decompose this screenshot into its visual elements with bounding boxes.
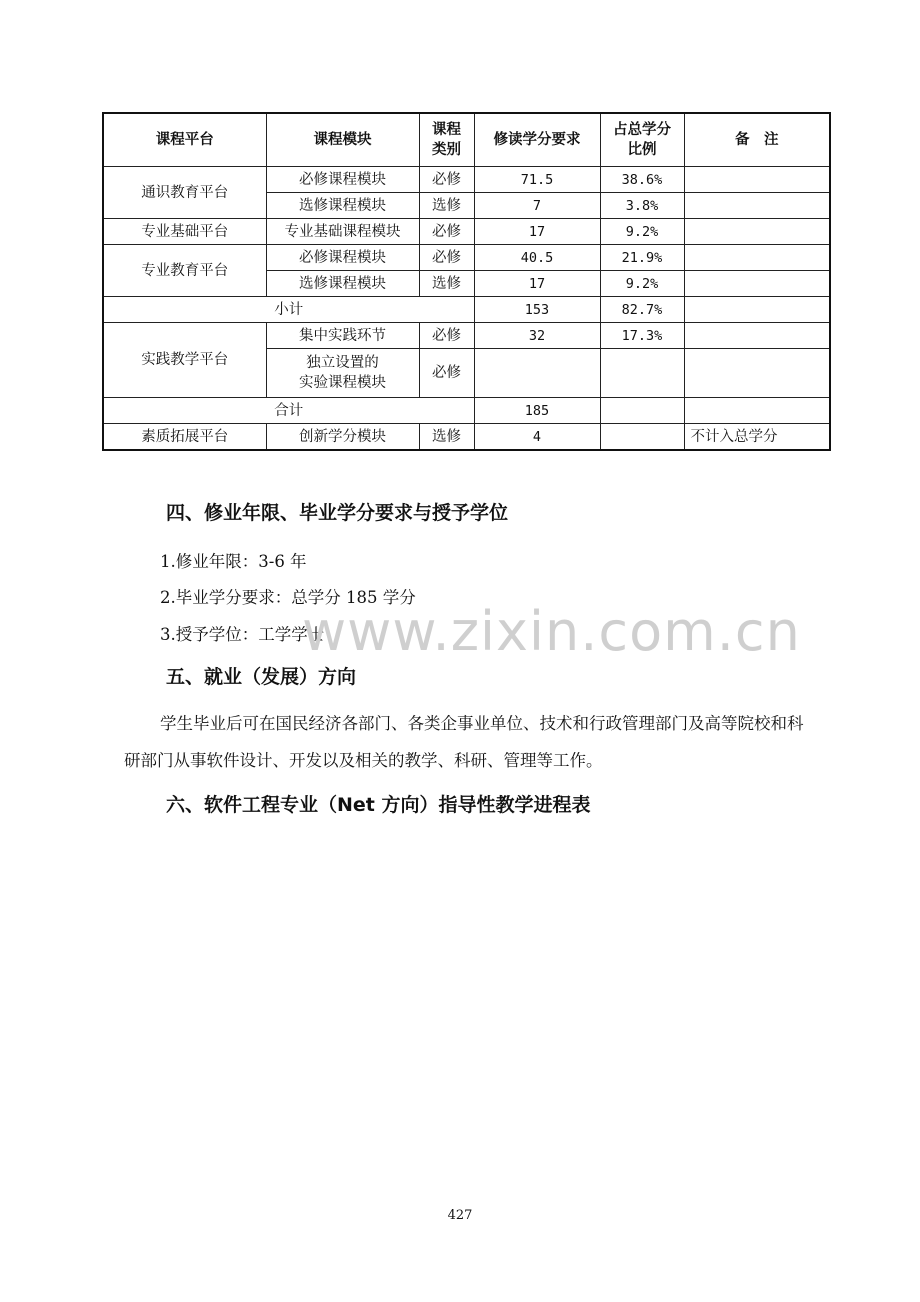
- section5-paragraph: 学生毕业后可在国民经济各部门、各类企事业单位、技术和行政管理部门及高等院校和科研部门从事软件设计、开发以及相关的教学、科研、管理等工作。: [124, 714, 804, 770]
- cell-credits: 4: [474, 424, 600, 451]
- section5-title: 五、就业（发展）方向: [166, 666, 357, 688]
- cell-module: 专业基础课程模块: [266, 219, 419, 245]
- cell-category: 必修: [419, 349, 474, 398]
- section4-item-duration: 1.修业年限：3-6 年: [160, 552, 307, 571]
- cell-subtotal-label: 小计: [103, 297, 474, 323]
- cell-module: [266, 349, 419, 398]
- cell-credits: 17: [474, 219, 600, 245]
- cell-ratio: [600, 424, 684, 451]
- table-row: [103, 323, 830, 349]
- header-ratio-line1: 占总学分: [613, 122, 671, 138]
- cell-remark: [684, 271, 830, 297]
- cell-credits: 7: [474, 193, 600, 219]
- cell-module-line2: 实验课程模块: [299, 375, 386, 391]
- cell-credits: 153: [474, 297, 600, 323]
- cell-remark: [684, 349, 830, 398]
- cell-category: 必修: [419, 167, 474, 193]
- table-header-row: [103, 113, 830, 167]
- header-category-line2: 类别: [432, 142, 461, 158]
- page-number: 427: [447, 1208, 473, 1223]
- section4-item-credits: 2.毕业学分要求：总学分 185 学分: [160, 588, 416, 607]
- cell-ratio: 3.8%: [600, 193, 684, 219]
- total-row: [103, 398, 830, 424]
- header-ratio: [600, 113, 684, 167]
- cell-category: 选修: [419, 424, 474, 451]
- cell-module: 创新学分模块: [266, 424, 419, 451]
- section4-title: 四、修业年限、毕业学分要求与授予学位: [166, 502, 509, 524]
- header-credits: 修读学分要求: [474, 113, 600, 167]
- header-category: [419, 113, 474, 167]
- cell-ratio: 17.3%: [600, 323, 684, 349]
- section4-item-degree: 3.授予学位：工学学士: [160, 625, 325, 644]
- cell-platform: 专业教育平台: [103, 245, 266, 297]
- cell-remark: [684, 193, 830, 219]
- header-remark: 备 注: [684, 113, 830, 167]
- cell-platform: 通识教育平台: [103, 167, 266, 219]
- cell-credits: 17: [474, 271, 600, 297]
- cell-total-label: 合计: [103, 398, 474, 424]
- cell-remark: [684, 167, 830, 193]
- cell-category: 选修: [419, 193, 474, 219]
- cell-ratio: 21.9%: [600, 245, 684, 271]
- watermark: www.zixin.com.cn: [302, 600, 801, 663]
- cell-ratio: [600, 398, 684, 424]
- cell-category: 必修: [419, 323, 474, 349]
- cell-module: 选修课程模块: [266, 271, 419, 297]
- credit-table: [102, 112, 831, 451]
- table-row: [103, 167, 830, 193]
- cell-credits: [474, 349, 600, 398]
- cell-category: 选修: [419, 271, 474, 297]
- cell-module: 必修课程模块: [266, 245, 419, 271]
- cell-ratio: 38.6%: [600, 167, 684, 193]
- cell-category: 必修: [419, 219, 474, 245]
- cell-remark: [684, 245, 830, 271]
- cell-remark: [684, 323, 830, 349]
- header-platform: 课程平台: [103, 113, 266, 167]
- table-row: [103, 219, 830, 245]
- cell-module: 选修课程模块: [266, 193, 419, 219]
- cell-ratio: [600, 349, 684, 398]
- cell-platform: 专业基础平台: [103, 219, 266, 245]
- cell-platform: 实践教学平台: [103, 323, 266, 398]
- subtotal-row: [103, 297, 830, 323]
- cell-ratio: 9.2%: [600, 219, 684, 245]
- cell-ratio: 9.2%: [600, 271, 684, 297]
- cell-credits: 71.5: [474, 167, 600, 193]
- cell-remark: 不计入总学分: [684, 424, 830, 451]
- cell-credits: 40.5: [474, 245, 600, 271]
- section6-title: 六、软件工程专业（Net 方向）指导性教学进程表: [166, 794, 591, 816]
- cell-category: 必修: [419, 245, 474, 271]
- header-ratio-line2: 比例: [627, 142, 657, 158]
- cell-remark: [684, 297, 830, 323]
- cell-remark: [684, 398, 830, 424]
- cell-credits: 185: [474, 398, 600, 424]
- cell-module-line1: 独立设置的: [306, 355, 379, 371]
- cell-module: 必修课程模块: [266, 167, 419, 193]
- cell-platform: 素质拓展平台: [103, 424, 266, 451]
- header-category-line1: 课程: [432, 122, 461, 138]
- table-row: [103, 424, 830, 451]
- table-row: [103, 245, 830, 271]
- cell-credits: 32: [474, 323, 600, 349]
- cell-ratio: 82.7%: [600, 297, 684, 323]
- cell-module: 集中实践环节: [266, 323, 419, 349]
- cell-remark: [684, 219, 830, 245]
- header-module: 课程模块: [266, 113, 419, 167]
